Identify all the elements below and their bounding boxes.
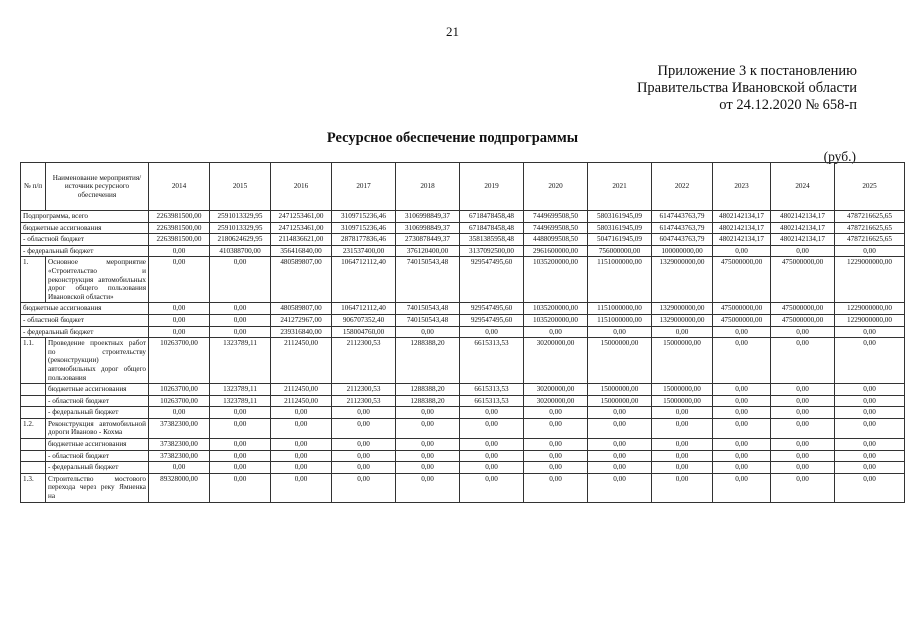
- value-cell: 356416840,00: [271, 245, 332, 257]
- value-cell: 0,00: [835, 384, 905, 396]
- row-name: - федеральный бюджет: [46, 462, 149, 474]
- value-cell: 0,00: [713, 245, 771, 257]
- table-row: [21, 211, 905, 223]
- header-year: 2020: [524, 163, 588, 211]
- value-cell: 475000000,00: [713, 257, 771, 303]
- value-cell: 0,00: [588, 407, 652, 419]
- value-cell: 0,00: [652, 407, 713, 419]
- value-cell: 0,00: [149, 407, 210, 419]
- value-cell: 6615313,53: [460, 384, 524, 396]
- value-cell: 0,00: [652, 462, 713, 474]
- value-cell: 0,00: [271, 418, 332, 438]
- value-cell: 0,00: [149, 245, 210, 257]
- value-cell: 0,00: [210, 418, 271, 438]
- value-cell: 2730878449,37: [396, 234, 460, 246]
- value-cell: 0,00: [524, 418, 588, 438]
- resource-table: [20, 162, 905, 503]
- value-cell: 100000000,00: [652, 245, 713, 257]
- table-row: [21, 222, 905, 234]
- value-cell: 4802142134,17: [713, 234, 771, 246]
- value-cell: 475000000,00: [771, 257, 835, 303]
- value-cell: 1323789,11: [210, 395, 271, 407]
- value-cell: 0,00: [271, 407, 332, 419]
- value-cell: 2112300,53: [332, 384, 396, 396]
- value-cell: 2112300,53: [332, 338, 396, 384]
- table-row: [21, 234, 905, 246]
- value-cell: 0,00: [835, 450, 905, 462]
- value-cell: 0,00: [652, 326, 713, 338]
- value-cell: 0,00: [713, 450, 771, 462]
- value-cell: 0,00: [524, 462, 588, 474]
- value-cell: 0,00: [771, 384, 835, 396]
- value-cell: 158004760,00: [332, 326, 396, 338]
- header-year: 2021: [588, 163, 652, 211]
- value-cell: 1323789,11: [210, 384, 271, 396]
- value-cell: 37382300,00: [149, 450, 210, 462]
- value-cell: 1064712112,40: [332, 303, 396, 315]
- value-cell: 30200000,00: [524, 338, 588, 384]
- row-number: 1.2.: [21, 418, 46, 438]
- value-cell: 0,00: [652, 439, 713, 451]
- value-cell: 89328000,00: [149, 473, 210, 502]
- table-row: [21, 418, 905, 438]
- value-cell: 0,00: [210, 407, 271, 419]
- row-name: - федеральный бюджет: [46, 407, 149, 419]
- value-cell: 0,00: [524, 439, 588, 451]
- value-cell: 0,00: [524, 407, 588, 419]
- value-cell: 3137092500,00: [460, 245, 524, 257]
- row-name: Основное мероприятие «Строительство и реконструкция автомобильных дорог общего пользования Ивановской области»: [46, 257, 149, 303]
- value-cell: 0,00: [210, 257, 271, 303]
- row-name: - областной бюджет: [46, 395, 149, 407]
- value-cell: 0,00: [271, 473, 332, 502]
- value-cell: 0,00: [460, 326, 524, 338]
- table-row: [21, 407, 905, 419]
- row-name: Подпрограмма, всего: [21, 211, 149, 223]
- table-row: [21, 395, 905, 407]
- value-cell: 3106998849,37: [396, 222, 460, 234]
- value-cell: 0,00: [332, 407, 396, 419]
- value-cell: 929547495,60: [460, 303, 524, 315]
- value-cell: 0,00: [652, 473, 713, 502]
- header-year: 2023: [713, 163, 771, 211]
- value-cell: 0,00: [210, 439, 271, 451]
- value-cell: 475000000,00: [713, 303, 771, 315]
- value-cell: 0,00: [652, 418, 713, 438]
- value-cell: 740150543,48: [396, 303, 460, 315]
- header-year: 2016: [271, 163, 332, 211]
- appendix-line-2: Правительства Ивановской области: [636, 80, 857, 96]
- row-name: Строительство мостового перехода через реку Ямненка на: [46, 473, 149, 502]
- value-cell: 1035200000,00: [524, 303, 588, 315]
- value-cell: 4802142134,17: [771, 222, 835, 234]
- value-cell: 475000000,00: [771, 303, 835, 315]
- row-number: [21, 395, 46, 407]
- value-cell: 0,00: [210, 314, 271, 326]
- value-cell: 0,00: [210, 462, 271, 474]
- value-cell: 0,00: [396, 473, 460, 502]
- value-cell: 756000000,00: [588, 245, 652, 257]
- table-row: [21, 326, 905, 338]
- value-cell: 0,00: [713, 395, 771, 407]
- value-cell: 0,00: [588, 450, 652, 462]
- table-row: [21, 303, 905, 315]
- value-cell: 0,00: [332, 450, 396, 462]
- header-year: 2017: [332, 163, 396, 211]
- row-number: [21, 407, 46, 419]
- value-cell: 0,00: [460, 407, 524, 419]
- value-cell: 4802142134,17: [713, 222, 771, 234]
- value-cell: 0,00: [332, 439, 396, 451]
- value-cell: 0,00: [771, 439, 835, 451]
- table-row: [21, 245, 905, 257]
- value-cell: 0,00: [771, 418, 835, 438]
- value-cell: 1288388,20: [396, 395, 460, 407]
- value-cell: 6147443763,79: [652, 222, 713, 234]
- value-cell: 3106998849,37: [396, 211, 460, 223]
- value-cell: 30200000,00: [524, 395, 588, 407]
- value-cell: 6718478458,48: [460, 222, 524, 234]
- value-cell: 906707352,40: [332, 314, 396, 326]
- value-cell: 1151000000,00: [588, 303, 652, 315]
- value-cell: 2263981500,00: [149, 211, 210, 223]
- value-cell: 0,00: [149, 462, 210, 474]
- value-cell: 0,00: [210, 326, 271, 338]
- value-cell: 0,00: [396, 407, 460, 419]
- unit-label: (руб.): [823, 149, 856, 164]
- value-cell: 1329000000,00: [652, 314, 713, 326]
- value-cell: 1288388,20: [396, 384, 460, 396]
- value-cell: 241272967,00: [271, 314, 332, 326]
- value-cell: 4802142134,17: [771, 211, 835, 223]
- value-cell: 4787216625,65: [835, 234, 905, 246]
- value-cell: 15000000,00: [652, 395, 713, 407]
- value-cell: 1229000000,00: [835, 303, 905, 315]
- table-row: [21, 257, 905, 303]
- value-cell: 929547495,60: [460, 314, 524, 326]
- value-cell: 0,00: [652, 450, 713, 462]
- value-cell: 0,00: [332, 418, 396, 438]
- value-cell: 0,00: [835, 407, 905, 419]
- value-cell: 2112450,00: [271, 338, 332, 384]
- row-name: Реконструкция автомобильной дороги Иваново - Кохма: [46, 418, 149, 438]
- value-cell: 1151000000,00: [588, 257, 652, 303]
- value-cell: 6718478458,48: [460, 211, 524, 223]
- table-row: [21, 314, 905, 326]
- value-cell: 2263981500,00: [149, 222, 210, 234]
- value-cell: 3109715236,46: [332, 222, 396, 234]
- value-cell: 0,00: [524, 450, 588, 462]
- value-cell: 0,00: [771, 407, 835, 419]
- value-cell: 0,00: [460, 450, 524, 462]
- value-cell: 0,00: [713, 473, 771, 502]
- value-cell: 231537400,00: [332, 245, 396, 257]
- value-cell: 2471253461,00: [271, 222, 332, 234]
- value-cell: 0,00: [396, 418, 460, 438]
- row-number: [21, 439, 46, 451]
- value-cell: 30200000,00: [524, 384, 588, 396]
- value-cell: 480589807,00: [271, 257, 332, 303]
- value-cell: 6047443763,79: [652, 234, 713, 246]
- value-cell: 410388700,00: [210, 245, 271, 257]
- value-cell: 4802142134,17: [713, 211, 771, 223]
- row-name: - областной бюджет: [21, 314, 149, 326]
- value-cell: 0,00: [460, 439, 524, 451]
- value-cell: 6147443763,79: [652, 211, 713, 223]
- value-cell: 1229000000,00: [835, 314, 905, 326]
- value-cell: 740150543,48: [396, 257, 460, 303]
- value-cell: 0,00: [588, 326, 652, 338]
- value-cell: 15000000,00: [652, 384, 713, 396]
- table-header-row: [21, 163, 905, 211]
- value-cell: 0,00: [713, 384, 771, 396]
- value-cell: 929547495,60: [460, 257, 524, 303]
- value-cell: 2591013329,95: [210, 222, 271, 234]
- value-cell: 2112450,00: [271, 395, 332, 407]
- value-cell: 0,00: [271, 462, 332, 474]
- header-year: 2014: [149, 163, 210, 211]
- value-cell: 740150543,48: [396, 314, 460, 326]
- value-cell: 2591013329,95: [210, 211, 271, 223]
- value-cell: 1329000000,00: [652, 257, 713, 303]
- value-cell: 0,00: [835, 245, 905, 257]
- value-cell: 0,00: [149, 303, 210, 315]
- value-cell: 475000000,00: [713, 314, 771, 326]
- value-cell: 4787216625,65: [835, 211, 905, 223]
- value-cell: 0,00: [210, 303, 271, 315]
- table-body: [21, 211, 905, 503]
- value-cell: 480589807,00: [271, 303, 332, 315]
- value-cell: 2112450,00: [271, 384, 332, 396]
- value-cell: 1151000000,00: [588, 314, 652, 326]
- value-cell: 1064712112,40: [332, 257, 396, 303]
- header-name: Наименование мероприятия/источник ресурсного обеспечения: [46, 163, 149, 211]
- value-cell: 0,00: [771, 338, 835, 384]
- value-cell: 2114836621,00: [271, 234, 332, 246]
- value-cell: 0,00: [588, 473, 652, 502]
- value-cell: 4787216625,65: [835, 222, 905, 234]
- value-cell: 0,00: [524, 326, 588, 338]
- value-cell: 7449699508,50: [524, 222, 588, 234]
- value-cell: 0,00: [588, 418, 652, 438]
- header-num: № п/п: [21, 163, 46, 211]
- value-cell: 2112300,53: [332, 395, 396, 407]
- value-cell: 0,00: [713, 418, 771, 438]
- row-name: - областной бюджет: [21, 234, 149, 246]
- value-cell: 0,00: [332, 473, 396, 502]
- value-cell: 1323789,11: [210, 338, 271, 384]
- value-cell: 0,00: [835, 326, 905, 338]
- value-cell: 0,00: [771, 473, 835, 502]
- value-cell: 2471253461,00: [271, 211, 332, 223]
- header-year: 2019: [460, 163, 524, 211]
- value-cell: 6615313,53: [460, 338, 524, 384]
- value-cell: 0,00: [835, 462, 905, 474]
- value-cell: 1288388,20: [396, 338, 460, 384]
- value-cell: 15000000,00: [588, 338, 652, 384]
- row-name: бюджетные ассигнования: [21, 222, 149, 234]
- value-cell: 0,00: [713, 326, 771, 338]
- table-row: [21, 450, 905, 462]
- value-cell: 7449699508,50: [524, 211, 588, 223]
- value-cell: 0,00: [713, 407, 771, 419]
- value-cell: 15000000,00: [588, 384, 652, 396]
- value-cell: 0,00: [271, 450, 332, 462]
- value-cell: 475000000,00: [771, 314, 835, 326]
- header-year: 2015: [210, 163, 271, 211]
- value-cell: 10263700,00: [149, 395, 210, 407]
- value-cell: 376120400,00: [396, 245, 460, 257]
- appendix-block: [637, 63, 857, 114]
- row-number: [21, 384, 46, 396]
- value-cell: 0,00: [149, 257, 210, 303]
- value-cell: 239316840,00: [271, 326, 332, 338]
- value-cell: 2878177836,46: [332, 234, 396, 246]
- value-cell: 5803161945,09: [588, 222, 652, 234]
- row-name: - областной бюджет: [46, 450, 149, 462]
- value-cell: 15000000,00: [652, 338, 713, 384]
- value-cell: 0,00: [460, 462, 524, 474]
- value-cell: 37382300,00: [149, 439, 210, 451]
- value-cell: 5047161945,09: [588, 234, 652, 246]
- table-row: [21, 439, 905, 451]
- value-cell: 0,00: [271, 439, 332, 451]
- value-cell: 1329000000,00: [652, 303, 713, 315]
- value-cell: 0,00: [460, 473, 524, 502]
- value-cell: 6615313,53: [460, 395, 524, 407]
- value-cell: 0,00: [835, 338, 905, 384]
- header-year: 2025: [835, 163, 905, 211]
- value-cell: 10263700,00: [149, 338, 210, 384]
- value-cell: 0,00: [713, 462, 771, 474]
- row-name: - федеральный бюджет: [21, 245, 149, 257]
- value-cell: 0,00: [771, 326, 835, 338]
- row-number: [21, 450, 46, 462]
- value-cell: 0,00: [771, 395, 835, 407]
- value-cell: 2961600000,00: [524, 245, 588, 257]
- row-name: бюджетные ассигнования: [21, 303, 149, 315]
- header-year: 2022: [652, 163, 713, 211]
- value-cell: 0,00: [835, 439, 905, 451]
- value-cell: 0,00: [771, 245, 835, 257]
- row-number: 1.3.: [21, 473, 46, 502]
- value-cell: 0,00: [588, 462, 652, 474]
- value-cell: 0,00: [396, 326, 460, 338]
- value-cell: 0,00: [149, 326, 210, 338]
- value-cell: 4488099508,50: [524, 234, 588, 246]
- value-cell: 0,00: [210, 473, 271, 502]
- appendix-line-1: Приложение 3 к постановлению: [657, 63, 857, 79]
- value-cell: 0,00: [771, 450, 835, 462]
- value-cell: 1035200000,00: [524, 257, 588, 303]
- value-cell: 0,00: [835, 418, 905, 438]
- row-number: [21, 462, 46, 474]
- value-cell: 3109715236,46: [332, 211, 396, 223]
- value-cell: 0,00: [396, 439, 460, 451]
- value-cell: 0,00: [524, 473, 588, 502]
- row-name: бюджетные ассигнования: [46, 439, 149, 451]
- table-row: [21, 462, 905, 474]
- value-cell: 0,00: [210, 450, 271, 462]
- value-cell: 0,00: [588, 439, 652, 451]
- value-cell: 0,00: [149, 314, 210, 326]
- header-year: 2024: [771, 163, 835, 211]
- value-cell: 0,00: [771, 462, 835, 474]
- table-row: [21, 473, 905, 502]
- value-cell: 15000000,00: [588, 395, 652, 407]
- row-name: бюджетные ассигнования: [46, 384, 149, 396]
- value-cell: 0,00: [460, 418, 524, 438]
- document-title: Ресурсное обеспечение подпрограммы: [326, 130, 579, 146]
- value-cell: 37382300,00: [149, 418, 210, 438]
- value-cell: 0,00: [713, 338, 771, 384]
- value-cell: 10263700,00: [149, 384, 210, 396]
- value-cell: 4802142134,17: [771, 234, 835, 246]
- value-cell: 0,00: [396, 462, 460, 474]
- table-row: [21, 338, 905, 384]
- table-row: [21, 384, 905, 396]
- value-cell: 2180624629,95: [210, 234, 271, 246]
- value-cell: 1229000000,00: [835, 257, 905, 303]
- row-number: 1.: [21, 257, 46, 303]
- appendix-line-3: от 24.12.2020 № 658-п: [719, 97, 857, 113]
- value-cell: 0,00: [835, 473, 905, 502]
- row-name: - федеральный бюджет: [21, 326, 149, 338]
- value-cell: 1035200000,00: [524, 314, 588, 326]
- value-cell: 5803161945,09: [588, 211, 652, 223]
- value-cell: 0,00: [396, 450, 460, 462]
- header-year: 2018: [396, 163, 460, 211]
- value-cell: 2263981500,00: [149, 234, 210, 246]
- page-number: 21: [446, 24, 459, 39]
- value-cell: 0,00: [332, 462, 396, 474]
- value-cell: 3581385958,48: [460, 234, 524, 246]
- value-cell: 0,00: [713, 439, 771, 451]
- row-number: 1.1.: [21, 338, 46, 384]
- row-name: Проведение проектных работ по строительству (реконструкции) автомобильных дорог общего пользования: [46, 338, 149, 384]
- value-cell: 0,00: [835, 395, 905, 407]
